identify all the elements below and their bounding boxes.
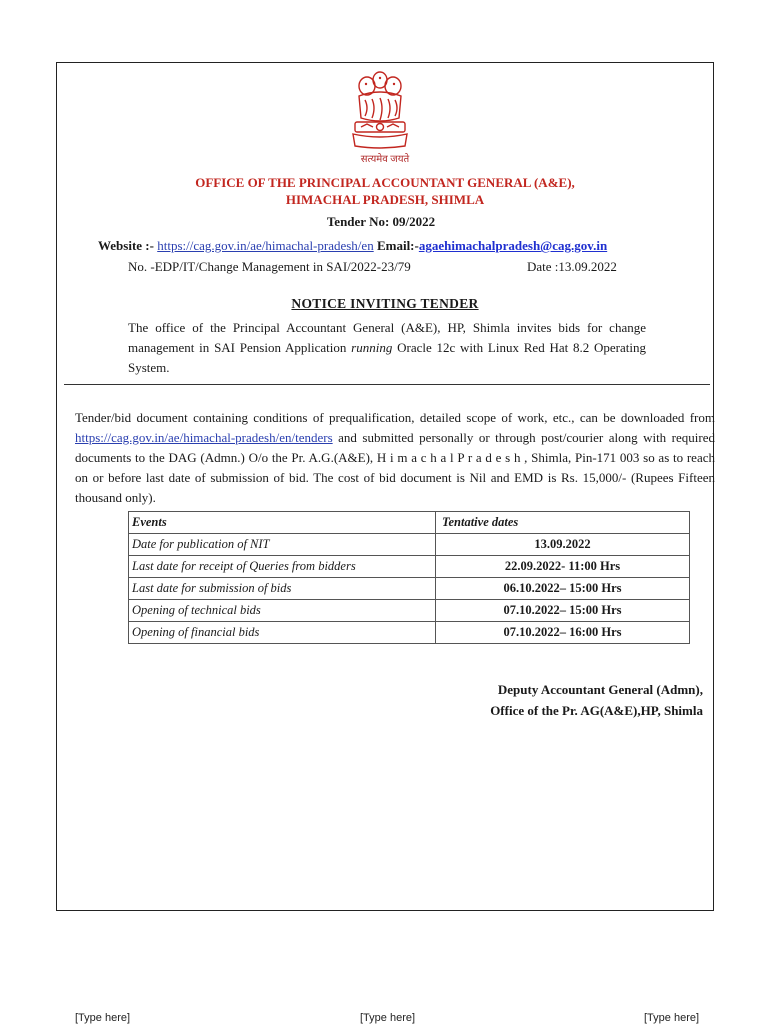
signature-line1: Deputy Accountant General (Admn), xyxy=(497,682,703,697)
event-cell: Last date for receipt of Queries from bidders xyxy=(129,556,436,578)
event-cell: Opening of technical bids xyxy=(129,600,436,622)
notice-date: Date :13.09.2022 xyxy=(527,259,617,274)
email-label: Email:- xyxy=(376,238,419,253)
table-row xyxy=(129,556,690,578)
footer-center: [Type here] xyxy=(360,1012,416,1024)
event-cell: Last date for submission of bids xyxy=(129,578,436,600)
date-cell: 07.10.2022– 15:00 Hrs xyxy=(436,600,690,622)
reference-number: No. -EDP/IT/Change Management in SAI/2022-23/79 xyxy=(128,259,411,274)
intro-text-2: Oracle 12c with Linux Red Hat 8.2 Operating System. xyxy=(128,340,646,375)
footer-left: [Type here] xyxy=(75,1012,131,1024)
tender-number: Tender No: 09/2022 xyxy=(326,214,436,229)
divider xyxy=(64,384,710,385)
footer-right: [Type here] xyxy=(644,1012,700,1024)
tenders-link[interactable]: https://cag.gov.in/ae/himachal-pradesh/en/tenders xyxy=(75,430,333,445)
contact-line xyxy=(98,238,607,254)
dates-header: Tentative dates xyxy=(436,512,690,534)
table-header-row xyxy=(129,512,690,534)
schedule-table xyxy=(128,511,690,644)
office-name-line1: OFFICE OF THE PRINCIPAL ACCOUNTANT GENERAL (A&E), xyxy=(195,175,575,190)
signature-line2: Office of the Pr. AG(A&E),HP, Shimla xyxy=(490,703,703,718)
notice-intro xyxy=(128,318,646,378)
intro-emphasis: running xyxy=(351,340,393,355)
date-cell: 06.10.2022– 15:00 Hrs xyxy=(436,578,690,600)
body-text-2: and submitted personally or through post/courier along with required documents to the DAG (Admn.) O/o the Pr. A.G.(A&E), H i m a c h a l P r a d e s h , Shimla, Pin-171 003 so as to reach on or before last date of submission of bid. The cost of bid document is Nil and EMD is Rs. 15,000/- (Rupees Fifteen thousand only). xyxy=(75,430,715,505)
website-label: Website :- xyxy=(98,238,154,253)
intro-text-1: The office of the Principal Accountant General (A&E), HP, Shimla invites bids for change management in SAI Pension Application xyxy=(128,320,646,355)
table-row xyxy=(129,534,690,556)
website-link[interactable]: https://cag.gov.in/ae/himachal-pradesh/en xyxy=(157,238,374,253)
table-row xyxy=(129,578,690,600)
emblem-motto: सत्यमेव जयते xyxy=(360,154,410,165)
notice-title: NOTICE INVITING TENDER xyxy=(291,296,479,311)
table-row xyxy=(129,622,690,644)
signature-block xyxy=(490,679,703,721)
body-text-1: Tender/bid document containing conditions of prequalification, detailed scope of work, etc., can be downloaded from xyxy=(75,410,715,425)
email-link[interactable]: agaehimachalpradesh@cag.gov.in xyxy=(418,238,608,253)
events-header: Events xyxy=(129,512,436,534)
date-cell: 07.10.2022– 16:00 Hrs xyxy=(436,622,690,644)
office-name-line2: HIMACHAL PRADESH, SHIMLA xyxy=(285,192,485,207)
date-cell: 13.09.2022 xyxy=(436,534,690,556)
date-cell: 22.09.2022- 11:00 Hrs xyxy=(436,556,690,578)
notice-body xyxy=(75,408,715,508)
event-cell: Date for publication of NIT xyxy=(129,534,436,556)
table-row xyxy=(129,600,690,622)
event-cell: Opening of financial bids xyxy=(129,622,436,644)
